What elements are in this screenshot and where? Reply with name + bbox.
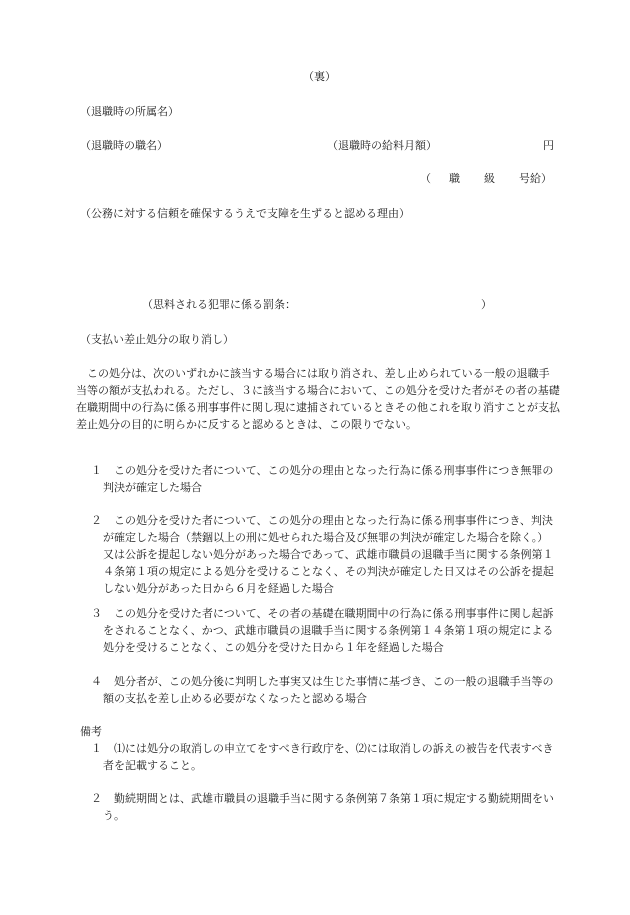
step-label: 号給） (519, 172, 552, 185)
item-number: １ (91, 464, 102, 477)
item-number: ４ (91, 675, 102, 688)
item-text: この処分を受けた者について、この処分の理由となった行為に係る刑事事件につき、判決が確定した場合（禁錮以上の刑に処せられた場合及び無罪の判決が確定した場合を除く。）又は公訴を提起しない処分があった場合であって、武雄市職員の退職手当に関する条例第１４条第１項の規定による処分を受けることなく、その判決が確定した日又はその公訴を提起しない処分があった日から６月を経過した場合 (103, 514, 554, 595)
cancellation-heading: （支払い差止処分の取り消し） (80, 333, 234, 346)
note-text: ⑴には処分の取消しの申立てをすべき行政庁を、⑵には取消しの訴えの被告を代表すべき者を記載すること。 (103, 742, 554, 772)
notes-heading: 備考 (80, 725, 102, 738)
cancellation-intro: この処分は、次のいずれかに該当する場合には取り消され、差し止められている一般の退職手当等の額が支払われる。ただし、３に該当する場合において、この処分を受けた者がその者の基礎在職期間中の行為に係る刑事事件に関し現に逮捕されているときその他これを取り消すことが支払差止処分の目的に明らかに反すると認めるときは、この限りでない。 (76, 367, 560, 431)
penalty-label: （思料される犯罪に係る罰条： (142, 298, 296, 311)
grade-open-paren: （ (420, 172, 431, 185)
reason-label: （公務に対する信頼を確保するうえで支障を生ずると認める理由） (80, 207, 410, 220)
affiliation-label: （退職時の所属名） (80, 105, 179, 118)
item-number: ３ (91, 607, 102, 620)
note-number: １ (91, 742, 102, 755)
note-number: ２ (91, 792, 102, 805)
item-text: この処分を受けた者について、その者の基礎在職期間中の行為に係る刑事事件に関し起訴をされることなく、かつ、武雄市職員の退職手当に関する条例第１４条第１項の規定による処分を受けることなく、この処分を受けた日から１年を経過した場合 (103, 607, 554, 654)
item-number: ２ (91, 514, 102, 527)
position-label: （退職時の職名） (80, 139, 168, 152)
penalty-close: ） (481, 298, 492, 311)
salary-label: （退職時の給料月額） (327, 139, 437, 152)
grade-label: 職 (449, 172, 460, 185)
page-side-label: （裏） (303, 70, 336, 83)
yen-unit: 円 (543, 139, 554, 152)
item-text: 処分者が、この処分後に判明した事実又は生じた事情に基づき、この一般の退職手当等の額の支払を差し止める必要がなくなったと認める場合 (103, 675, 554, 705)
class-label: 級 (484, 172, 495, 185)
item-text: この処分を受けた者について、この処分の理由となった行為に係る刑事事件につき無罪の判決が確定した場合 (103, 464, 554, 494)
note-text: 勤続期間とは、武雄市職員の退職手当に関する条例第７条第１項に規定する勤続期間をいう。 (103, 792, 554, 822)
